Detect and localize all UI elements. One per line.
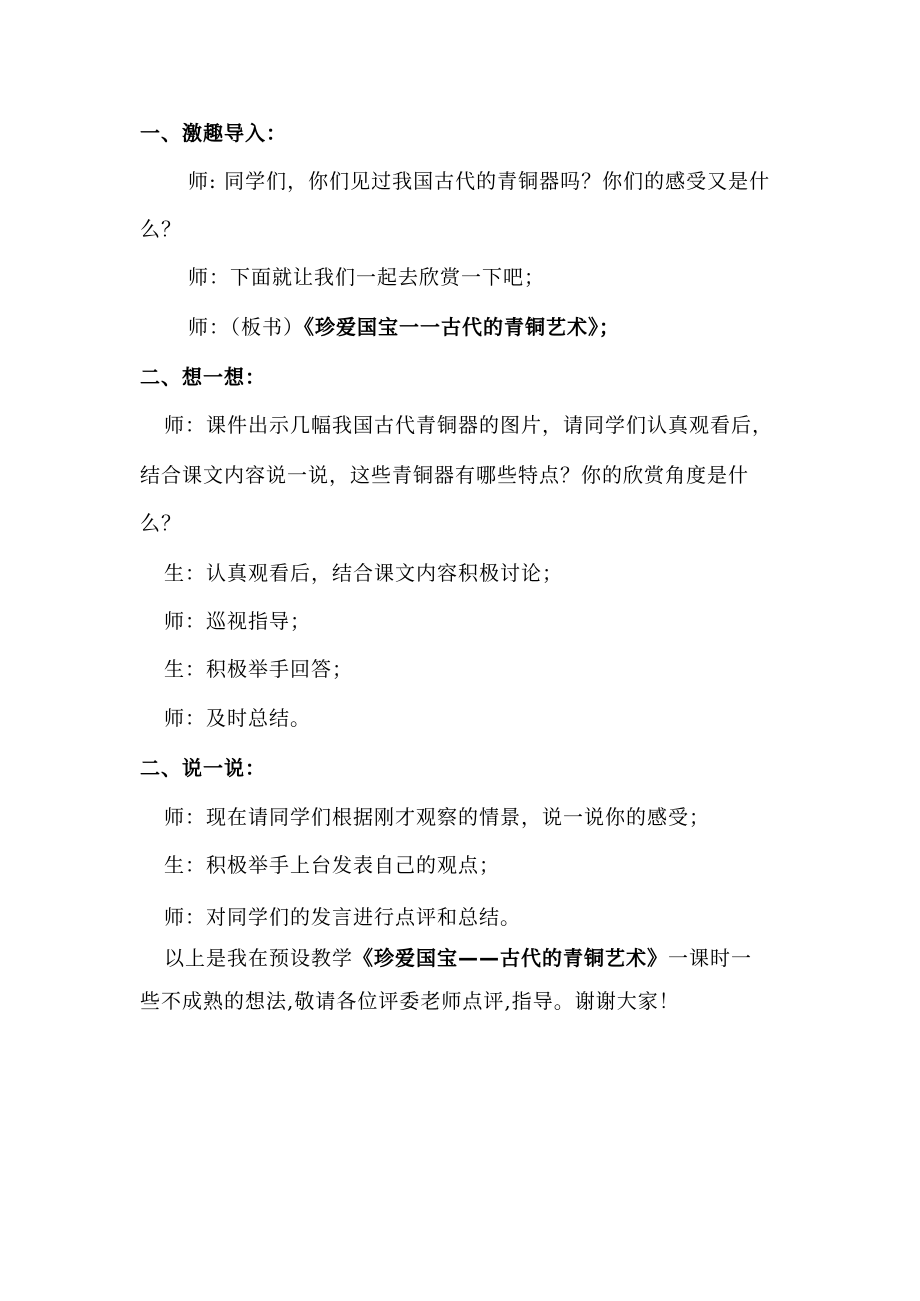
paragraph-line-board <box>188 314 848 340</box>
paragraph-line: 么？ <box>140 217 182 241</box>
paragraph-line: 生：积极举手上台发表自己的观点； <box>164 853 500 877</box>
paragraph-line: 结合课文内容说一说，这些青铜器有哪些特点？你的欣赏角度是什 <box>140 463 749 487</box>
board-title: 《珍爱国宝一一古代的青铜艺术》； <box>304 315 620 339</box>
paragraph-line: 师：课件出示几幅我国古代青铜器的图片，请同学们认真观看后， <box>164 413 773 437</box>
paragraph-line: 师：下面就让我们一起去欣赏一下吧； <box>188 265 545 289</box>
paragraph-line: 么？ <box>140 511 182 535</box>
closing-title: 《珍爱国宝——古代的青铜艺术》 <box>353 946 668 970</box>
section-heading-intro: 一、激趣导入： <box>140 121 287 145</box>
paragraph-line: 师：现在请同学们根据刚才观察的情景，说一说你的感受； <box>164 805 710 829</box>
paragraph-line: 生：认真观看后，结合课文内容积极讨论； <box>164 561 563 585</box>
paragraph-line: 生：积极举手回答； <box>164 657 353 681</box>
section-heading-speak: 二、说一说： <box>140 756 266 780</box>
paragraph-line: 师：及时总结。 <box>164 706 311 730</box>
paragraph-line: 师：巡视指导； <box>164 609 311 633</box>
closing-prefix: 以上是我在预设教学 <box>164 946 353 970</box>
paragraph-line: 师：对同学们的发言进行点评和总结。 <box>164 905 521 929</box>
paragraph-line: 师: 同学们，你们见过我国古代的青铜器吗？你们的感受又是什 <box>188 169 771 193</box>
section-heading-think: 二、想一想： <box>140 365 266 389</box>
closing-line-1 <box>164 945 804 971</box>
closing-suffix: 一课时一 <box>668 946 752 970</box>
board-prefix: 师：（板书） <box>188 315 304 339</box>
closing-line-2: 些不成熟的想法,敬请各位评委老师点评,指导。谢谢大家！ <box>140 989 680 1013</box>
